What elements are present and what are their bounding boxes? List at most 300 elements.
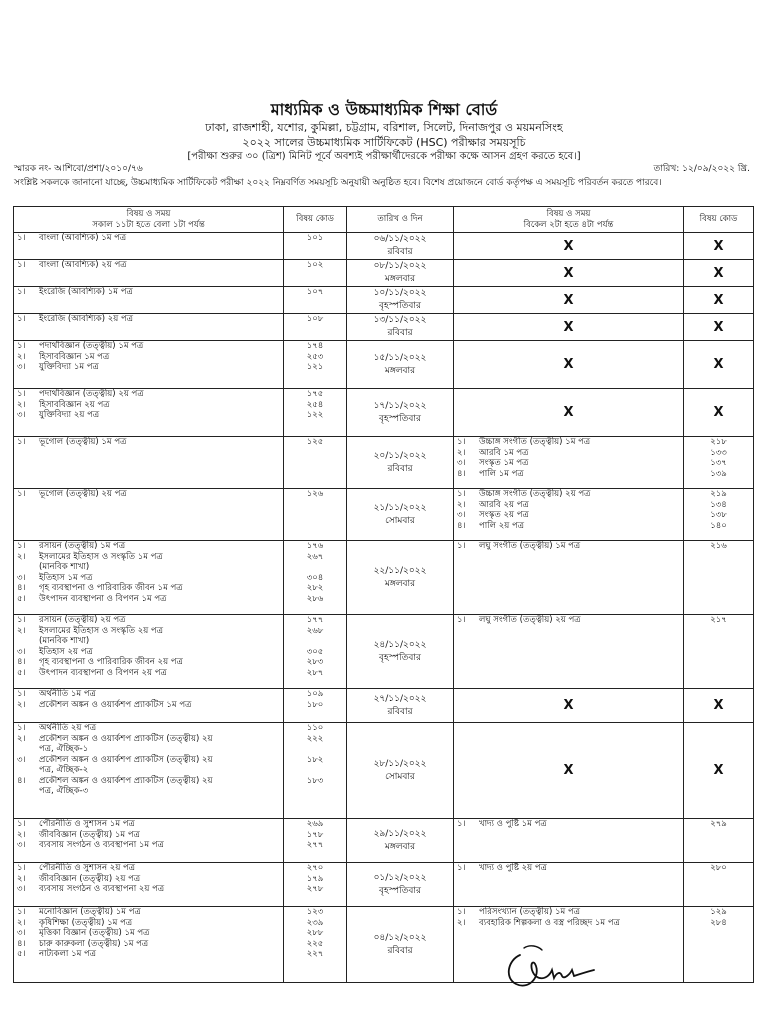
table-row bbox=[14, 389, 754, 437]
exam-day: মঙ্গলবার bbox=[384, 365, 416, 376]
exam-date: ২৪/১১/২০২২ bbox=[373, 639, 427, 650]
exam-day: রবিবার bbox=[387, 945, 413, 956]
subject-number: ২। bbox=[17, 873, 26, 884]
subject-code: ২৮৭ bbox=[306, 667, 324, 678]
subject-line bbox=[17, 744, 280, 755]
exam-date-cell bbox=[347, 287, 454, 314]
exam-date-cell bbox=[347, 260, 454, 287]
exam-date: ২৮/১১/২০২২ bbox=[373, 758, 427, 769]
morning-header-title: বিষয় ও সময় bbox=[126, 208, 171, 219]
table-row bbox=[14, 287, 754, 314]
subject-code: ২২২ bbox=[306, 733, 324, 744]
subject-number: ৪। bbox=[17, 583, 26, 593]
subject-number: ২। bbox=[457, 447, 466, 458]
subject-number: ৩। bbox=[17, 754, 26, 765]
subject-line bbox=[457, 469, 680, 480]
subject-line bbox=[17, 389, 280, 400]
exam-day: রবিবার bbox=[387, 463, 413, 474]
subject-name: লঘু সংগীত (তত্ত্বীয়) ২য় পত্র bbox=[479, 615, 581, 625]
subject-name: রসায়ন (তত্ত্বীয়) ১ম পত্র bbox=[39, 541, 126, 551]
subject-number: ৩। bbox=[17, 884, 26, 894]
subject-code: ২১৬ bbox=[710, 541, 727, 551]
no-exam-mark: X bbox=[454, 260, 684, 287]
subject-number: ৩। bbox=[17, 646, 26, 657]
subject-line bbox=[17, 840, 280, 851]
subject-name: পৌরনীতি ও সুশাসন ১ম পত্র bbox=[39, 819, 135, 829]
afternoon-codes bbox=[684, 541, 754, 615]
no-exam-code-mark: X bbox=[684, 287, 754, 314]
subject-code: ২৫৩ bbox=[306, 351, 324, 362]
subject-name: হিসাববিজ্ঞান ২য় পত্র bbox=[39, 399, 110, 410]
subject-line bbox=[17, 626, 280, 637]
subject-code: ১৮৩ bbox=[306, 775, 324, 786]
subject-line bbox=[457, 907, 680, 918]
subject-number: ১। bbox=[457, 907, 466, 917]
date-header: তারিখ ও দিন bbox=[347, 207, 454, 233]
subject-line bbox=[17, 489, 280, 500]
subject-name: চারু কারুকলা (তত্ত্বীয়) ১ম পত্র bbox=[39, 938, 149, 949]
subject-number: ৩। bbox=[457, 510, 466, 520]
subject-name: পরিসংখ্যান (তত্ত্বীয়) ১ম পত্র bbox=[479, 907, 580, 917]
subject-line bbox=[17, 918, 280, 929]
afternoon-codes bbox=[684, 819, 754, 863]
subject-code: ২৬৭ bbox=[306, 551, 324, 562]
subject-number: ১। bbox=[17, 723, 26, 733]
subject-line bbox=[17, 657, 280, 668]
subject-name: কৃষিশিক্ষা (তত্ত্বীয়) ১ম পত্র bbox=[39, 917, 133, 928]
document-header bbox=[0, 100, 768, 164]
exam-instruction: [পরীক্ষা শুরুর ৩০ (ত্রিশ) মিনিট পূর্বে অবশ্যই পরীক্ষার্থীদেরকে পরীক্ষা কক্ষে আসন গ্রহণ করতে হবে।] bbox=[187, 151, 581, 162]
subject-line bbox=[17, 765, 280, 776]
morning-codes bbox=[284, 233, 347, 260]
afternoon-header-time: বিকেল ২টা হতে ৪টা পর্যন্ত bbox=[523, 219, 614, 230]
subject-name: পালি ২য় পত্র bbox=[479, 520, 524, 531]
subject-code: ২৮০ bbox=[710, 863, 727, 873]
subject-line bbox=[17, 884, 280, 895]
subject-number: ৫। bbox=[17, 593, 26, 604]
morning-subjects bbox=[14, 314, 284, 341]
subject-line bbox=[17, 615, 280, 626]
subject-name: জীববিজ্ঞান (তত্ত্বীয়) ১ম পত্র bbox=[39, 829, 140, 840]
subject-code: ২৮৪ bbox=[710, 917, 727, 928]
no-exam-mark: X bbox=[454, 341, 684, 389]
morning-subjects bbox=[14, 489, 284, 541]
subject-line bbox=[17, 341, 280, 352]
subject-code: ২২৭ bbox=[306, 949, 324, 959]
subject-name: ভূগোল (তত্ত্বীয়) ২য় পত্র bbox=[39, 489, 127, 499]
subject-number bbox=[17, 744, 39, 755]
subject-code: ১৭৫ bbox=[306, 389, 324, 399]
subject-name: ব্যবসায় সংগঠন ও ব্যবস্থাপনা ২য় পত্র bbox=[39, 884, 165, 894]
subject-name: যুক্তিবিদ্যা ১ম পত্র bbox=[39, 362, 99, 372]
exam-day: মঙ্গলবার bbox=[384, 841, 416, 852]
subject-number: ১। bbox=[17, 489, 26, 499]
subject-name: পালি ১ম পত্র bbox=[479, 468, 524, 479]
exam-day: রবিবার bbox=[387, 247, 413, 257]
exam-date: ১৩/১১/২০২২ bbox=[373, 315, 427, 325]
subject-name: রসায়ন (তত্ত্বীয়) ২য় পত্র bbox=[39, 615, 126, 625]
exam-day: সোমবার bbox=[385, 771, 415, 782]
no-exam-code-mark: X bbox=[684, 723, 754, 819]
subject-number: ৪। bbox=[17, 938, 26, 949]
subject-name: উচ্চাঙ্গ সংগীত (তত্ত্বীয়) ২য় পত্র bbox=[479, 489, 591, 499]
subject-code: ১৭৭ bbox=[306, 615, 324, 625]
table-row bbox=[14, 314, 754, 341]
morning-codes bbox=[284, 437, 347, 489]
subject-line bbox=[17, 734, 280, 745]
subject-line bbox=[17, 949, 280, 960]
memo-number: স্মারক নং- আশিবো/প্রশা/২০১০/৭৬ bbox=[14, 164, 143, 174]
subject-name: খাদ্য ও পুষ্টি ২য় পত্র bbox=[479, 863, 547, 873]
subject-number: ১। bbox=[457, 615, 466, 625]
no-exam-code-mark: X bbox=[684, 341, 754, 389]
subject-code: ২৮২ bbox=[306, 583, 324, 593]
subject-name: প্রকৌশল অঙ্কন ও ওয়ার্কশপ প্র্যাকটিস ১ম পত্র bbox=[39, 699, 192, 710]
exam-date-cell bbox=[347, 723, 454, 819]
subject-code: ২৬৯ bbox=[306, 819, 324, 829]
no-exam-code-mark: X bbox=[684, 689, 754, 723]
subject-number: ২। bbox=[17, 551, 26, 562]
table-row bbox=[14, 615, 754, 689]
subject-number: ১। bbox=[17, 233, 26, 243]
subject-number: ১। bbox=[17, 541, 26, 551]
subject-name: মৃত্তিকা বিজ্ঞান (তত্ত্বীয়) ১ম পত্র bbox=[39, 928, 150, 938]
notice-text: সংশ্লিষ্ট সকলকে জানানো যাচ্ছে, উচ্চমাধ্যমিক সার্টিফিকেট পরীক্ষা ২০২২ নিম্নবর্ণিত সময়সূচি অনুযায়ী অনুষ্ঠিত হবে। বিশেষ প্রয়োজনে বোর্ড কর্তৃপক্ষ এ সময়সূচি পরিবর্তন করতে পারবে। bbox=[14, 178, 662, 188]
exam-date-cell bbox=[347, 689, 454, 723]
subject-name: হিসাববিজ্ঞান ১ম পত্র bbox=[39, 351, 110, 362]
no-exam-code-mark: X bbox=[684, 260, 754, 287]
subject-code: ১২৬ bbox=[306, 489, 324, 499]
subject-name: বাংলা (আবশ্যিক) ১ম পত্র bbox=[39, 233, 127, 243]
subject-code: ২৮৬ bbox=[306, 593, 324, 604]
morning-codes bbox=[284, 907, 347, 983]
subject-line bbox=[17, 541, 280, 552]
subject-name: ইংরেজি (আবশ্যিক) ২য় পত্র bbox=[39, 314, 134, 324]
subject-number bbox=[17, 765, 39, 776]
table-row bbox=[14, 437, 754, 489]
subject-number: ১। bbox=[17, 314, 26, 324]
morning-codes bbox=[284, 389, 347, 437]
morning-codes bbox=[284, 541, 347, 615]
subject-line bbox=[17, 786, 280, 797]
subject-number: ৩। bbox=[17, 572, 26, 583]
subject-number bbox=[17, 786, 39, 797]
subject-name: (মানবিক শাখা) bbox=[39, 636, 90, 646]
subject-number: ১। bbox=[17, 819, 26, 829]
morning-codes bbox=[284, 341, 347, 389]
afternoon-subjects bbox=[454, 615, 684, 689]
no-exam-code-mark: X bbox=[684, 233, 754, 260]
subject-name: খাদ্য ও পুষ্টি ১ম পত্র bbox=[479, 819, 547, 829]
subject-line bbox=[17, 562, 280, 573]
subject-line bbox=[17, 594, 280, 605]
subject-code: ১২৩ bbox=[306, 907, 324, 917]
afternoon-codes bbox=[684, 907, 754, 983]
subject-code: ১২৯ bbox=[710, 907, 727, 917]
subject-code: ২৭৯ bbox=[710, 819, 727, 829]
subject-number: ১। bbox=[17, 287, 26, 297]
subject-line bbox=[457, 521, 680, 532]
subject-name: আরবি ২য় পত্র bbox=[479, 499, 529, 510]
morning-codes bbox=[284, 819, 347, 863]
subject-code: ২২৫ bbox=[306, 938, 324, 949]
subject-line bbox=[17, 573, 280, 584]
subject-number: ১। bbox=[17, 863, 26, 873]
no-exam-mark: X bbox=[454, 314, 684, 341]
exam-day: রবিবার bbox=[387, 328, 413, 338]
no-exam-code-mark: X bbox=[684, 389, 754, 437]
morning-code-header: বিষয় কোড bbox=[284, 207, 347, 233]
no-exam-mark: X bbox=[454, 723, 684, 819]
exam-date-cell bbox=[347, 819, 454, 863]
morning-subjects bbox=[14, 389, 284, 437]
subject-number: ১। bbox=[457, 863, 466, 873]
subject-line bbox=[17, 819, 280, 830]
exam-day: মঙ্গলবার bbox=[384, 274, 416, 284]
subject-name: ইতিহাস ১ম পত্র bbox=[39, 572, 93, 583]
morning-codes bbox=[284, 314, 347, 341]
subject-code: ৩০৪ bbox=[306, 572, 324, 583]
subject-number: ১। bbox=[17, 907, 26, 917]
subject-code: ১০৯ bbox=[306, 689, 324, 699]
subject-name: সংস্কৃত ২য় পত্র bbox=[479, 510, 529, 520]
exam-date-cell bbox=[347, 863, 454, 907]
no-exam-mark: X bbox=[454, 287, 684, 314]
table-row bbox=[14, 489, 754, 541]
morning-codes bbox=[284, 723, 347, 819]
subject-code: ২৩৯ bbox=[306, 917, 324, 928]
subject-number: ১। bbox=[17, 615, 26, 625]
subject-number: ২। bbox=[17, 829, 26, 840]
subject-number: ১। bbox=[17, 389, 26, 399]
subject-code: ১৩৪ bbox=[710, 499, 727, 510]
subject-number: ৩। bbox=[17, 410, 26, 420]
morning-subjects bbox=[14, 819, 284, 863]
subject-code: ১৪০ bbox=[710, 520, 727, 531]
subject-line bbox=[457, 510, 680, 521]
subject-name: উৎপাদন ব্যবস্থাপনা ও বিপণন ২য় পত্র bbox=[39, 667, 167, 678]
subject-name: পদার্থবিজ্ঞান (তত্ত্বীয়) ১ম পত্র bbox=[39, 341, 144, 351]
subject-code: ২৭০ bbox=[306, 863, 324, 873]
subject-number: ১। bbox=[457, 541, 466, 551]
table-row bbox=[14, 819, 754, 863]
morning-subjects bbox=[14, 863, 284, 907]
subject-line bbox=[457, 489, 680, 500]
subject-code: ১২৫ bbox=[306, 437, 324, 447]
morning-subjects bbox=[14, 287, 284, 314]
subject-name: জীববিজ্ঞান (তত্ত্বীয়) ২য় পত্র bbox=[39, 873, 141, 884]
subject-number: ১। bbox=[457, 489, 466, 499]
subject-number bbox=[17, 562, 39, 573]
subject-code bbox=[287, 765, 343, 776]
morning-subjects bbox=[14, 233, 284, 260]
subject-code: ২৭৮ bbox=[306, 884, 324, 894]
subject-number: ১। bbox=[457, 819, 466, 829]
afternoon-codes bbox=[684, 863, 754, 907]
subject-number: ৪। bbox=[17, 657, 26, 667]
no-exam-mark: X bbox=[454, 389, 684, 437]
subject-name: সংস্কৃত ১ম পত্র bbox=[479, 458, 529, 468]
subject-number: ২। bbox=[17, 917, 26, 928]
exam-day: মঙ্গলবার bbox=[384, 578, 416, 589]
exam-date-cell bbox=[347, 615, 454, 689]
subject-number: ২। bbox=[17, 733, 26, 744]
subject-name: অর্থনীতি ২য় পত্র bbox=[39, 723, 97, 733]
subject-number: ২। bbox=[17, 399, 26, 410]
subject-code: ২৮৮ bbox=[306, 928, 324, 938]
afternoon-subjects bbox=[454, 489, 684, 541]
subject-line bbox=[17, 830, 280, 841]
no-exam-mark: X bbox=[454, 233, 684, 260]
subject-number: ২। bbox=[17, 351, 26, 362]
subject-line bbox=[17, 583, 280, 594]
subject-line bbox=[17, 287, 280, 298]
subject-number: ১। bbox=[17, 341, 26, 351]
subject-name: পৌরনীতি ও সুশাসন ২য় পত্র bbox=[39, 863, 136, 873]
subject-code: ১৩৯ bbox=[710, 468, 727, 479]
morning-codes bbox=[284, 489, 347, 541]
subject-line bbox=[17, 700, 280, 711]
exam-date: ২১/১১/২০২২ bbox=[373, 502, 427, 513]
afternoon-codes bbox=[684, 615, 754, 689]
afternoon-subjects bbox=[454, 437, 684, 489]
subject-number: ১। bbox=[17, 437, 26, 447]
subject-name: প্রকৌশল অঙ্কন ও ওয়ার্কশপ প্র্যাকটিস (তত্ত্বীয়) ২য় bbox=[39, 754, 213, 765]
subject-name: ভূগোল (তত্ত্বীয়) ১ম পত্র bbox=[39, 437, 127, 447]
subject-line bbox=[457, 615, 680, 626]
subject-number: ২। bbox=[17, 625, 26, 636]
morning-subjects bbox=[14, 260, 284, 287]
exam-date-cell bbox=[347, 389, 454, 437]
table-header-row bbox=[14, 207, 754, 233]
table-row bbox=[14, 341, 754, 389]
subject-line bbox=[457, 819, 680, 830]
exam-day: বৃহস্পতিবার bbox=[379, 301, 421, 311]
subject-name: প্রকৌশল অঙ্কন ও ওয়ার্কশপ প্র্যাকটিস (তত্ত্বীয়) ২য় bbox=[39, 775, 213, 786]
subject-line bbox=[17, 939, 280, 950]
exam-date: ১৫/১১/২০২২ bbox=[373, 352, 427, 363]
subject-code: ২৬৮ bbox=[306, 625, 324, 636]
morning-header bbox=[14, 207, 284, 233]
afternoon-subjects bbox=[454, 863, 684, 907]
table-row bbox=[14, 233, 754, 260]
subject-number: ১। bbox=[17, 260, 26, 270]
afternoon-header-title: বিষয় ও সময় bbox=[546, 208, 591, 219]
subject-name: গৃহ ব্যবস্থাপনা ও পারিবারিক জীবন ১ম পত্র bbox=[39, 583, 183, 593]
subject-line bbox=[457, 437, 680, 448]
subject-number: ২। bbox=[457, 917, 466, 928]
morning-header-time: সকাল ১১টা হতে বেলা ১টা পর্যন্ত bbox=[92, 219, 205, 230]
subject-code: ১২২ bbox=[306, 410, 324, 420]
subject-name: বাংলা (আবশ্যিক) ২য় পত্র bbox=[39, 260, 127, 270]
table-row bbox=[14, 541, 754, 615]
no-exam-code-mark: X bbox=[684, 314, 754, 341]
subject-code bbox=[287, 744, 343, 755]
subject-name: উৎপাদন ব্যবস্থাপনা ও বিপণন ১ম পত্র bbox=[39, 593, 167, 604]
exam-date-cell bbox=[347, 233, 454, 260]
signature bbox=[490, 930, 600, 1000]
subject-code: ২৭৭ bbox=[306, 840, 324, 850]
exam-date: ০১/১২/২০২২ bbox=[373, 872, 427, 883]
subject-number: ৫। bbox=[17, 949, 26, 959]
exam-day: রবিবার bbox=[387, 706, 413, 717]
morning-subjects bbox=[14, 615, 284, 689]
subject-code: ২১৯ bbox=[710, 489, 727, 499]
table-row bbox=[14, 689, 754, 723]
subject-name: ব্যবসায় সংগঠন ও ব্যবস্থাপনা ১ম পত্র bbox=[39, 840, 164, 850]
afternoon-code-header: বিষয় কোড bbox=[684, 207, 754, 233]
subject-name: ইতিহাস ২য় পত্র bbox=[39, 646, 93, 657]
exam-date-cell bbox=[347, 314, 454, 341]
subject-name: পত্র, ঐচ্ছিক-২ bbox=[39, 765, 89, 775]
subject-code: ১৭৬ bbox=[306, 541, 324, 551]
subject-name: ব্যবহারিক শিল্পকলা ও বস্ত্র পরিচ্ছদ ১ম পত্র bbox=[479, 917, 620, 928]
exam-date-cell bbox=[347, 907, 454, 983]
subject-number: ৪। bbox=[457, 468, 466, 479]
subject-code: ১৭৮ bbox=[306, 829, 324, 840]
subject-name: মনোবিজ্ঞান (তত্ত্বীয়) ১ম পত্র bbox=[39, 907, 141, 917]
table-row bbox=[14, 260, 754, 287]
subject-line bbox=[17, 314, 280, 325]
subject-number: ২। bbox=[17, 699, 26, 710]
subject-line bbox=[457, 918, 680, 929]
exam-date: ২২/১১/২০২২ bbox=[373, 565, 427, 576]
morning-subjects bbox=[14, 689, 284, 723]
subject-line bbox=[17, 776, 280, 787]
subject-name: পদার্থবিজ্ঞান (তত্ত্বীয়) ২য় পত্র bbox=[39, 389, 144, 399]
subject-code: ৩০৫ bbox=[306, 646, 324, 657]
subject-code: ১৭৯ bbox=[306, 873, 324, 884]
exam-date: ২৯/১১/২০২২ bbox=[373, 828, 427, 839]
subject-number: ২। bbox=[457, 499, 466, 510]
exam-schedule-table bbox=[13, 206, 754, 983]
subject-code: ১০৭ bbox=[306, 287, 324, 297]
subject-code: ২৮৩ bbox=[306, 657, 324, 667]
morning-codes bbox=[284, 689, 347, 723]
subject-line bbox=[17, 233, 280, 244]
subject-code: ২৫৪ bbox=[306, 399, 324, 410]
subject-code: ১০২ bbox=[306, 260, 324, 270]
subject-code: ১৮২ bbox=[306, 754, 324, 765]
subject-line bbox=[17, 723, 280, 734]
subject-name: অর্থনীতি ১ম পত্র bbox=[39, 689, 96, 699]
subject-line bbox=[457, 863, 680, 874]
subject-line bbox=[17, 907, 280, 918]
subject-line bbox=[17, 928, 280, 939]
subject-line bbox=[17, 647, 280, 658]
subject-code: ১২১ bbox=[306, 362, 324, 372]
subject-line bbox=[457, 541, 680, 552]
subject-number: ৫। bbox=[17, 667, 26, 678]
subject-line bbox=[457, 500, 680, 511]
no-exam-mark: X bbox=[454, 689, 684, 723]
subject-code: ১৩৮ bbox=[710, 510, 727, 520]
subject-code: ১০১ bbox=[306, 233, 324, 243]
exam-date: ০৪/১২/২০২২ bbox=[373, 932, 427, 943]
afternoon-codes bbox=[684, 489, 754, 541]
exam-date: ১৭/১১/২০২২ bbox=[373, 400, 427, 411]
exam-day: সোমবার bbox=[385, 515, 415, 526]
subject-name: উচ্চাঙ্গ সংগীত (তত্ত্বীয়) ১ম পত্র bbox=[479, 437, 591, 447]
subject-code: ২১৭ bbox=[710, 615, 727, 625]
subject-number: ১। bbox=[457, 437, 466, 447]
table-row bbox=[14, 863, 754, 907]
subject-line bbox=[17, 874, 280, 885]
subject-code: ১৩৩ bbox=[710, 447, 727, 458]
afternoon-subjects bbox=[454, 819, 684, 863]
subject-line bbox=[17, 352, 280, 363]
subject-code: ১৮০ bbox=[306, 699, 324, 710]
